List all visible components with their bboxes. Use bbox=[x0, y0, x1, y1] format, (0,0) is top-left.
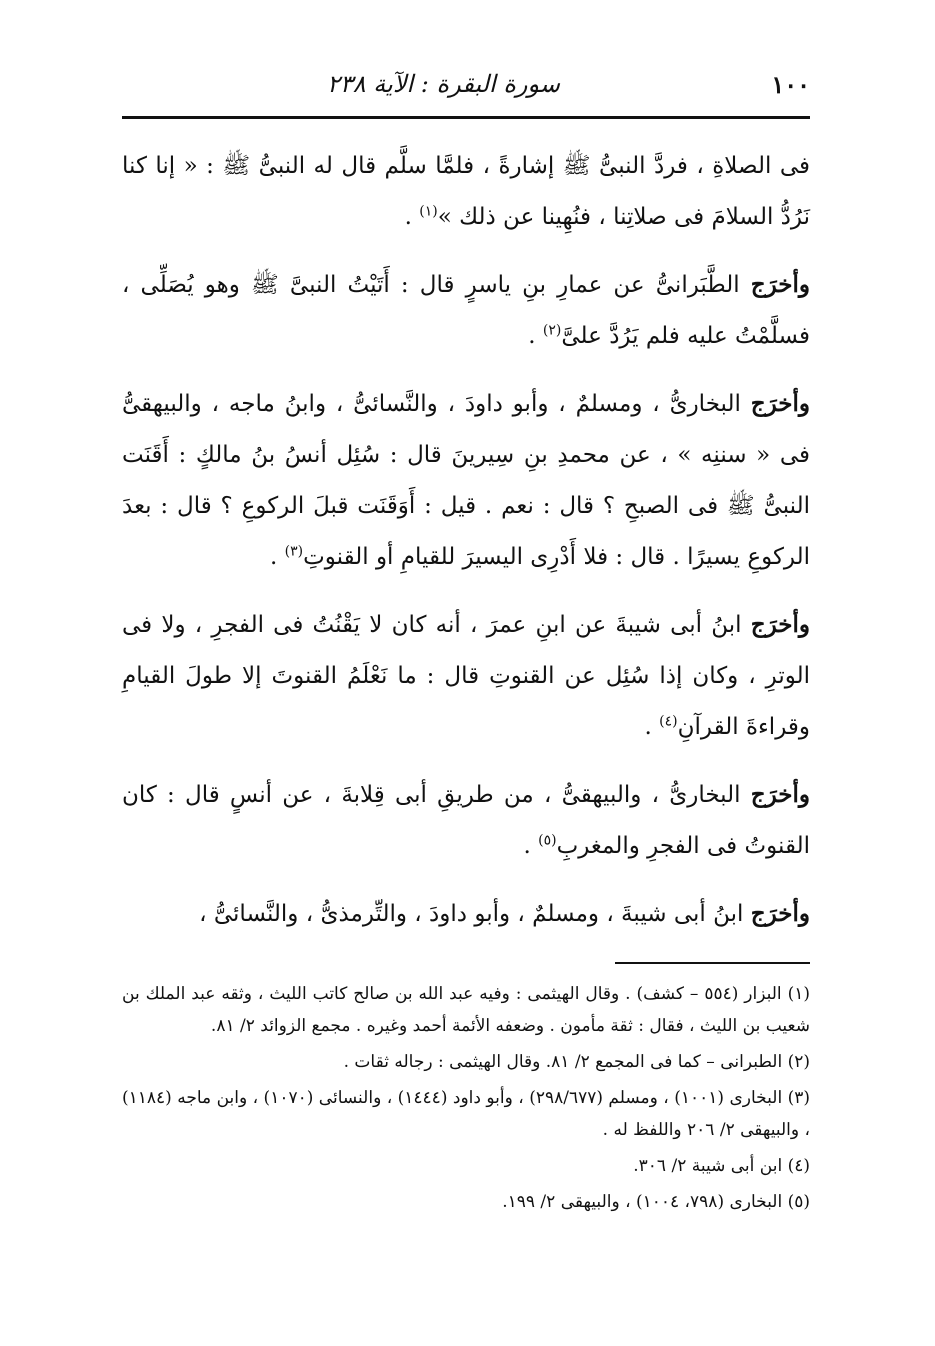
paragraph bbox=[122, 769, 810, 872]
footnote-reference: (٣) bbox=[284, 543, 304, 560]
paragraph bbox=[122, 599, 810, 753]
paragraph-end: . bbox=[523, 833, 539, 859]
paragraph-text: فى الصلاةِ ، فردَّ النبىُّ ﷺ إشارةً ، فلمَّا سلَّم قال له النبىُّ ﷺ : « إنا كنا نَرُدُّ السلامَ فى صلاتِنا ، فنُهِينا عن ذلك » bbox=[122, 153, 810, 230]
footnote-reference: (٤) bbox=[659, 713, 678, 730]
paragraph-lead: وأخرَج bbox=[750, 611, 810, 638]
paragraph bbox=[122, 888, 810, 940]
paragraph-end: . bbox=[644, 714, 660, 740]
paragraph-end: . bbox=[270, 544, 285, 570]
paragraph-text: ابنُ أبى شيبةَ ، ومسلمٌ ، وأبو داودَ ، والتِّرمذىُّ ، والنَّسائىُّ ، bbox=[199, 901, 751, 927]
paragraph-lead: وأخرَج bbox=[750, 900, 810, 927]
footnote: (٢) الطبرانى – كما فى المجمع ٢/ ٨١. وقال الهيثمى : رجاله ثقات . bbox=[343, 1052, 810, 1072]
paragraph-text: الطَّبَرانىُّ عن عمارِ بنِ ياسرٍ قال : أَتَيْتُ النبىَّ ﷺ وهو يُصَلِّى ، فسلَّمْتُ عليه فلم يَرُدَّ علىَّ bbox=[122, 272, 810, 349]
main-text bbox=[122, 140, 810, 956]
paragraph bbox=[122, 259, 810, 362]
footnote-separator bbox=[615, 962, 810, 964]
paragraph-end: . bbox=[404, 204, 420, 230]
footnote-reference: (٢) bbox=[542, 322, 562, 339]
paragraph-lead: وأخرَج bbox=[750, 271, 810, 298]
paragraph-text: البخارىُّ ، ومسلمٌ ، وأبو داودَ ، والنَّسائىُّ ، وابنُ ماجه ، والبيهقىُّ فى « سننِه » ، عن محمدِ بنِ سِيرينَ قال : سُئِل أنسُ بنُ مالكٍ : أَقَنَت النبىُّ ﷺ فى الصبحِ ؟ قال : نعم . قيل : أَوَقَنَت قبلَ الركوعِ ؟ قال : بعدَ الركوعِ يسيرًا . قال : فلا أَدْرِى اليسيرَ للقيامِ أو القنوتِ bbox=[122, 391, 810, 570]
footnote: (١) البزار (٥٥٤ – كشف) . وقال الهيثمى : وفيه عبد الله بن صالح كاتب الليث ، وثقه عبد الملك بن شعيب بن الليث ، فقال : ثقة مأمون . وضعفه الأئمة أحمد وغيره . مجمع الزوائد ٢/ ٨١. bbox=[122, 984, 810, 1036]
footnote-reference: (١) bbox=[419, 203, 438, 220]
footnote-reference: (٥) bbox=[538, 832, 557, 849]
header-rule bbox=[122, 116, 810, 119]
paragraph-end: . bbox=[528, 323, 543, 349]
paragraph-lead: وأخرَج bbox=[750, 390, 810, 417]
page-header bbox=[122, 62, 810, 122]
running-title: سورة البقرة : الآية ٢٣٨ bbox=[326, 70, 560, 98]
paragraph bbox=[122, 378, 810, 583]
footnote: (٤) ابن أبى شيبة ٢/ ٣٠٦. bbox=[633, 1156, 810, 1176]
footnote: (٣) البخارى (١٠٠١) ، ومسلم (٢٩٨/٦٧٧) ، وأبو داود (١٤٤٤) ، والنسائى (١٠٧٠) ، وابن ماجه (١١٨٤) ، والبيهقى ٢/ ٢٠٦ واللفظ له . bbox=[122, 1088, 811, 1140]
page-number: ١٠٠ bbox=[771, 70, 810, 99]
footnotes bbox=[122, 978, 810, 1222]
footnote: (٥) البخارى (٧٩٨، ١٠٠٤) ، والبيهقى ٢/ ١٩٩. bbox=[502, 1192, 810, 1212]
paragraph-text: ابنُ أبى شيبةَ عن ابنِ عمرَ ، أنه كان لا يَقْنُتُ فى الفجرِ ، ولا فى الوترِ ، وكان إذا سُئِل عن القنوتِ قال : ما نَعْلَمُ القنوتَ إلا طولَ القيامِ وقراءةَ القرآنِ bbox=[122, 612, 810, 740]
paragraph bbox=[122, 140, 810, 243]
paragraph-text: البخارىُّ ، والبيهقىُّ ، من طريقِ أبى قِلابةَ ، عن أنسٍ قال : كان القنوتُ فى الفجرِ والمغربِ bbox=[122, 782, 810, 859]
paragraph-lead: وأخرَج bbox=[750, 781, 810, 808]
